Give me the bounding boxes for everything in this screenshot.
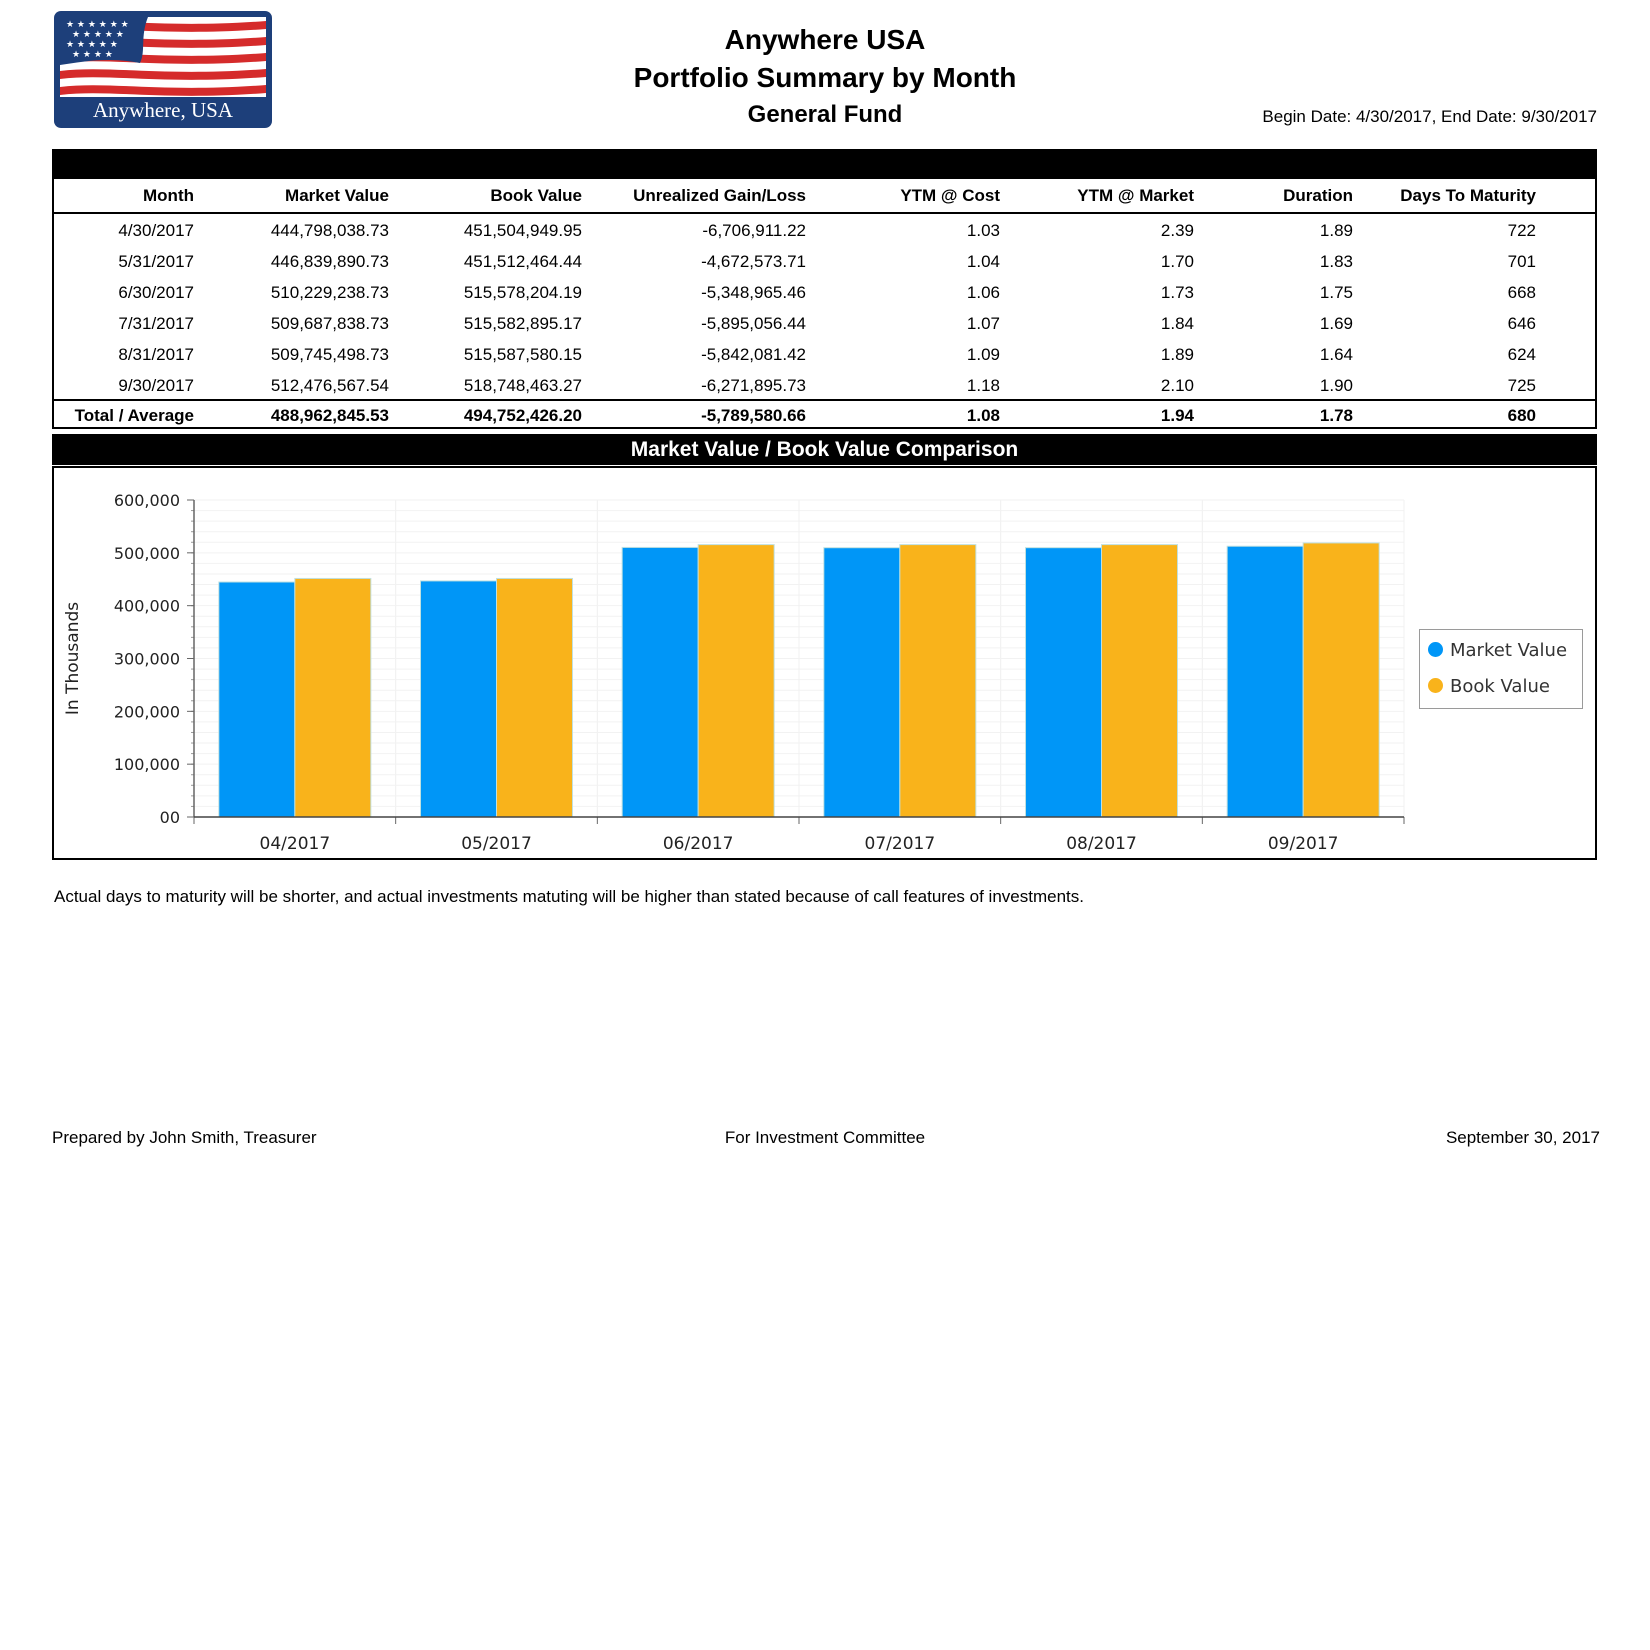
svg-text:★ ★ ★ ★ ★: ★ ★ ★ ★ ★	[72, 30, 124, 40]
cell-unrealized-gain-loss: -6,706,911.22	[702, 221, 806, 240]
cell-ytm-market: 1.94	[1160, 406, 1194, 425]
cell-unrealized-gain-loss: -5,842,081.42	[701, 345, 806, 364]
portfolio-table	[52, 149, 1597, 429]
cell-month: 7/31/2017	[118, 314, 194, 333]
legend-label-book-value: Book Value	[1450, 676, 1550, 697]
cell-book-value: 451,504,949.95	[463, 221, 582, 240]
total-row	[54, 400, 1595, 431]
bar-market-value	[824, 548, 900, 817]
legend-swatch-market-value	[1428, 642, 1443, 657]
bar-book-value	[900, 545, 976, 817]
bar-market-value	[421, 581, 497, 817]
cell-duration: 1.90	[1319, 376, 1353, 395]
table-row	[54, 370, 1595, 401]
table-row	[54, 339, 1595, 370]
cell-ytm-market: 2.10	[1160, 376, 1194, 395]
table-row	[54, 246, 1595, 277]
cell-unrealized-gain-loss: -5,348,965.46	[701, 283, 806, 302]
cell-duration: 1.78	[1319, 406, 1353, 425]
bar-market-value	[219, 582, 295, 817]
cell-duration: 1.83	[1319, 252, 1353, 271]
column-header-market-value: Market Value	[285, 186, 389, 205]
cell-month: Total / Average	[74, 406, 194, 425]
cell-ytm-market: 1.73	[1160, 283, 1194, 302]
cell-days-to-maturity: 668	[1507, 283, 1536, 302]
y-tick-label: 400,000	[113, 596, 180, 616]
bar-book-value	[497, 578, 573, 817]
cell-month: 9/30/2017	[118, 376, 194, 395]
cell-book-value: 518,748,463.27	[463, 376, 582, 395]
cell-unrealized-gain-loss: -5,789,580.66	[701, 406, 806, 425]
cell-book-value: 515,587,580.15	[463, 345, 582, 364]
legend-item-book-value	[1428, 672, 1550, 702]
column-header-ytm-market: YTM @ Market	[1077, 186, 1194, 205]
header-divider	[54, 212, 1595, 214]
table-row	[54, 308, 1595, 339]
date-range: Begin Date: 4/30/2017, End Date: 9/30/2017	[1262, 107, 1597, 126]
cell-days-to-maturity: 646	[1507, 314, 1536, 333]
x-tick-label: 07/2017	[864, 834, 936, 854]
chart-legend	[1419, 629, 1583, 709]
cell-market-value: 512,476,567.54	[270, 376, 389, 395]
cell-book-value: 515,578,204.19	[463, 283, 582, 302]
legend-item-market-value	[1428, 636, 1567, 666]
cell-days-to-maturity: 725	[1507, 376, 1536, 395]
cell-market-value: 509,745,498.73	[270, 345, 389, 364]
table-header-row	[54, 180, 1595, 211]
y-tick-label: 100,000	[113, 755, 180, 775]
cell-ytm-cost: 1.06	[966, 283, 1000, 302]
bar-market-value	[622, 547, 698, 817]
bar-chart	[54, 468, 1595, 858]
footnote: Actual days to maturity will be shorter, and actual investments matuting will be higher than stated because of call features of investments.	[54, 887, 1084, 906]
cell-ytm-market: 2.39	[1160, 221, 1194, 240]
table-row	[54, 215, 1595, 246]
y-tick-label: 600,000	[113, 491, 180, 510]
cell-month: 4/30/2017	[118, 221, 194, 240]
table-header-bar	[54, 151, 1595, 179]
cell-duration: 1.89	[1319, 221, 1353, 240]
bar-market-value	[1026, 548, 1102, 817]
cell-market-value: 446,839,890.73	[270, 252, 389, 271]
cell-ytm-cost: 1.09	[966, 345, 1000, 364]
legend-swatch-book-value	[1428, 678, 1443, 693]
table-row	[54, 277, 1595, 308]
cell-days-to-maturity: 722	[1507, 221, 1536, 240]
fund-name: General Fund	[747, 101, 903, 128]
report-subtitle: Portfolio Summary by Month	[633, 62, 1017, 93]
x-tick-label: 05/2017	[461, 834, 532, 854]
bar-book-value	[1102, 545, 1178, 817]
cell-month: 8/31/2017	[118, 345, 194, 364]
cell-ytm-cost: 1.18	[966, 376, 1000, 395]
cell-market-value: 444,798,038.73	[270, 221, 389, 240]
cell-book-value: 515,582,895.17	[463, 314, 582, 333]
cell-book-value: 451,512,464.44	[463, 252, 582, 271]
cell-ytm-cost: 1.04	[966, 252, 1000, 271]
cell-duration: 1.75	[1319, 283, 1353, 302]
y-tick-label: 300,000	[113, 649, 180, 669]
svg-text:★ ★ ★ ★ ★ ★: ★ ★ ★ ★ ★ ★	[66, 20, 129, 30]
svg-text:★ ★ ★ ★: ★ ★ ★ ★	[72, 50, 113, 60]
cell-days-to-maturity: 701	[1507, 252, 1536, 271]
chart-section-title: Market Value / Book Value Comparison	[52, 434, 1597, 465]
report-date: September 30, 2017	[1445, 1128, 1600, 1147]
cell-month: 5/31/2017	[118, 252, 194, 271]
column-header-month: Month	[143, 186, 194, 205]
bar-book-value	[1303, 543, 1379, 817]
column-header-unrealized-gain-loss: Unrealized Gain/Loss	[633, 186, 806, 205]
logo-text: Anywhere, USA	[93, 98, 233, 122]
cell-days-to-maturity: 680	[1507, 406, 1536, 425]
cell-month: 6/30/2017	[118, 283, 194, 302]
cell-market-value: 510,229,238.73	[270, 283, 389, 302]
x-tick-label: 04/2017	[259, 834, 331, 854]
x-tick-label: 08/2017	[1066, 834, 1137, 854]
cell-book-value: 494,752,426.20	[463, 406, 582, 425]
cell-ytm-market: 1.70	[1160, 252, 1194, 271]
bar-book-value	[698, 545, 774, 817]
y-tick-label: 500,000	[113, 543, 180, 563]
cell-ytm-cost: 1.03	[966, 221, 1000, 240]
cell-unrealized-gain-loss: -4,672,573.71	[701, 252, 806, 271]
bar-book-value	[295, 578, 371, 817]
svg-text:★ ★ ★ ★ ★: ★ ★ ★ ★ ★	[66, 40, 118, 50]
y-axis-label: In Thousands	[63, 601, 83, 716]
cell-ytm-market: 1.84	[1160, 314, 1194, 333]
legend-label-market-value: Market Value	[1450, 640, 1568, 661]
column-header-book-value: Book Value	[490, 186, 582, 205]
cell-ytm-cost: 1.08	[966, 406, 1000, 425]
audience: For Investment Committee	[724, 1128, 926, 1147]
cell-unrealized-gain-loss: -5,895,056.44	[701, 314, 806, 333]
cell-days-to-maturity: 624	[1507, 345, 1536, 364]
column-header-ytm-cost: YTM @ Cost	[900, 186, 1000, 205]
x-tick-label: 06/2017	[662, 834, 734, 854]
y-tick-label: 00	[159, 808, 180, 827]
report-title: Anywhere USA	[724, 24, 926, 55]
y-tick-label: 200,000	[113, 702, 180, 722]
cell-ytm-market: 1.89	[1160, 345, 1194, 364]
column-header-days-to-maturity: Days To Maturity	[1400, 186, 1536, 205]
cell-market-value: 509,687,838.73	[270, 314, 389, 333]
cell-market-value: 488,962,845.53	[270, 406, 389, 425]
bar-market-value	[1227, 546, 1303, 817]
column-header-duration: Duration	[1283, 186, 1353, 205]
cell-duration: 1.69	[1319, 314, 1353, 333]
prepared-by: Prepared by John Smith, Treasurer	[52, 1128, 317, 1147]
cell-ytm-cost: 1.07	[966, 314, 1000, 333]
chart-container	[52, 466, 1597, 860]
x-tick-label: 09/2017	[1267, 834, 1339, 854]
cell-unrealized-gain-loss: -6,271,895.73	[701, 376, 806, 395]
cell-duration: 1.64	[1319, 345, 1353, 364]
